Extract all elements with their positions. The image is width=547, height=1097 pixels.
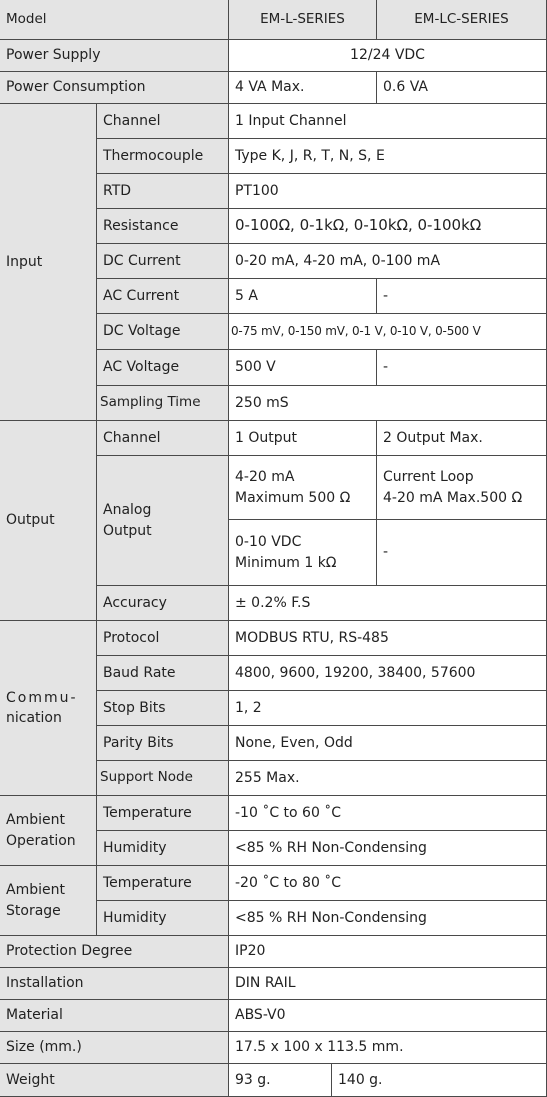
size-label: Size (mm.) bbox=[0, 1032, 229, 1064]
ac-voltage-em-lc: - bbox=[377, 350, 547, 386]
storage-humidity-label: Humidity bbox=[97, 901, 229, 936]
analog-output-current-em-lc: Current Loop 4-20 mA Max.500 Ω bbox=[377, 456, 547, 520]
analog-output-label: Analog Output bbox=[97, 456, 229, 586]
resistance-value: 0-100Ω, 0-1kΩ, 0-10kΩ, 0-100kΩ bbox=[229, 209, 547, 244]
protection-degree-value: IP20 bbox=[229, 936, 547, 968]
ambient-operation-group-label: Ambient Operation bbox=[0, 796, 97, 866]
analog-output-voltage-em-l: 0-10 VDC Minimum 1 kΩ bbox=[229, 520, 377, 586]
baud-rate-label: Baud Rate bbox=[97, 656, 229, 691]
material-label: Material bbox=[0, 1000, 229, 1032]
output-channel-label: Channel bbox=[97, 421, 229, 456]
baud-rate-value: 4800, 9600, 19200, 38400, 57600 bbox=[229, 656, 547, 691]
thermocouple-label: Thermocouple bbox=[97, 139, 229, 174]
protection-degree-label: Protection Degree bbox=[0, 936, 229, 968]
storage-temperature-label: Temperature bbox=[97, 866, 229, 901]
accuracy-label: Accuracy bbox=[97, 586, 229, 621]
output-channel-em-l: 1 Output bbox=[229, 421, 377, 456]
storage-humidity-value: <85 % RH Non-Condensing bbox=[229, 901, 547, 936]
operation-humidity-label: Humidity bbox=[97, 831, 229, 866]
ambient-storage-group-label: Ambient Storage bbox=[0, 866, 97, 936]
protocol-label: Protocol bbox=[97, 621, 229, 656]
power-supply-label: Power Supply bbox=[0, 40, 229, 72]
dc-voltage-label: DC Voltage bbox=[97, 314, 229, 350]
storage-temperature-value: -20 ˚C to 80 ˚C bbox=[229, 866, 547, 901]
sampling-time-value: 250 mS bbox=[229, 386, 547, 421]
protocol-value: MODBUS RTU, RS-485 bbox=[229, 621, 547, 656]
rtd-value: PT100 bbox=[229, 174, 547, 209]
operation-temperature-label: Temperature bbox=[97, 796, 229, 831]
ac-current-em-lc: - bbox=[377, 279, 547, 314]
operation-temperature-value: -10 ˚C to 60 ˚C bbox=[229, 796, 547, 831]
resistance-label: Resistance bbox=[97, 209, 229, 244]
input-group-label: Input bbox=[0, 104, 97, 421]
input-channel-value: 1 Input Channel bbox=[229, 104, 547, 139]
output-channel-em-lc: 2 Output Max. bbox=[377, 421, 547, 456]
material-value: ABS-V0 bbox=[229, 1000, 547, 1032]
dc-voltage-value: 0-75 mV, 0-150 mV, 0-1 V, 0-10 V, 0-500 V bbox=[229, 314, 547, 350]
support-node-label: Support Node bbox=[97, 761, 229, 796]
sampling-time-label: Sampling Time bbox=[97, 386, 229, 421]
power-consumption-label: Power Consumption bbox=[0, 72, 229, 104]
stop-bits-label: Stop Bits bbox=[97, 691, 229, 726]
parity-bits-value: None, Even, Odd bbox=[229, 726, 547, 761]
stop-bits-value: 1, 2 bbox=[229, 691, 547, 726]
header-em-lc-series: EM-LC-SERIES bbox=[377, 0, 547, 40]
weight-em-lc: 140 g. bbox=[332, 1064, 547, 1097]
communication-group-label: Commu- nication bbox=[0, 621, 97, 796]
thermocouple-value: Type K, J, R, T, N, S, E bbox=[229, 139, 547, 174]
dc-current-label: DC Current bbox=[97, 244, 229, 279]
power-consumption-em-l: 4 VA Max. bbox=[229, 72, 377, 104]
ac-voltage-em-l: 500 V bbox=[229, 350, 377, 386]
operation-humidity-value: <85 % RH Non-Condensing bbox=[229, 831, 547, 866]
installation-value: DIN RAIL bbox=[229, 968, 547, 1000]
installation-label: Installation bbox=[0, 968, 229, 1000]
rtd-label: RTD bbox=[97, 174, 229, 209]
output-group-label: Output bbox=[0, 421, 97, 621]
header-model: Model bbox=[0, 0, 229, 40]
ac-voltage-label: AC Voltage bbox=[97, 350, 229, 386]
dc-current-value: 0-20 mA, 4-20 mA, 0-100 mA bbox=[229, 244, 547, 279]
accuracy-value: ± 0.2% F.S bbox=[229, 586, 547, 621]
weight-em-l: 93 g. bbox=[229, 1064, 332, 1097]
parity-bits-label: Parity Bits bbox=[97, 726, 229, 761]
analog-output-current-em-l: 4-20 mA Maximum 500 Ω bbox=[229, 456, 377, 520]
ac-current-label: AC Current bbox=[97, 279, 229, 314]
ac-current-em-l: 5 A bbox=[229, 279, 377, 314]
power-consumption-em-lc: 0.6 VA bbox=[377, 72, 547, 104]
power-supply-value: 12/24 VDC bbox=[229, 40, 547, 72]
analog-output-voltage-em-lc: - bbox=[377, 520, 547, 586]
support-node-value: 255 Max. bbox=[229, 761, 547, 796]
header-em-l-series: EM-L-SERIES bbox=[229, 0, 377, 40]
weight-label: Weight bbox=[0, 1064, 229, 1097]
input-channel-label: Channel bbox=[97, 104, 229, 139]
size-value: 17.5 x 100 x 113.5 mm. bbox=[229, 1032, 547, 1064]
